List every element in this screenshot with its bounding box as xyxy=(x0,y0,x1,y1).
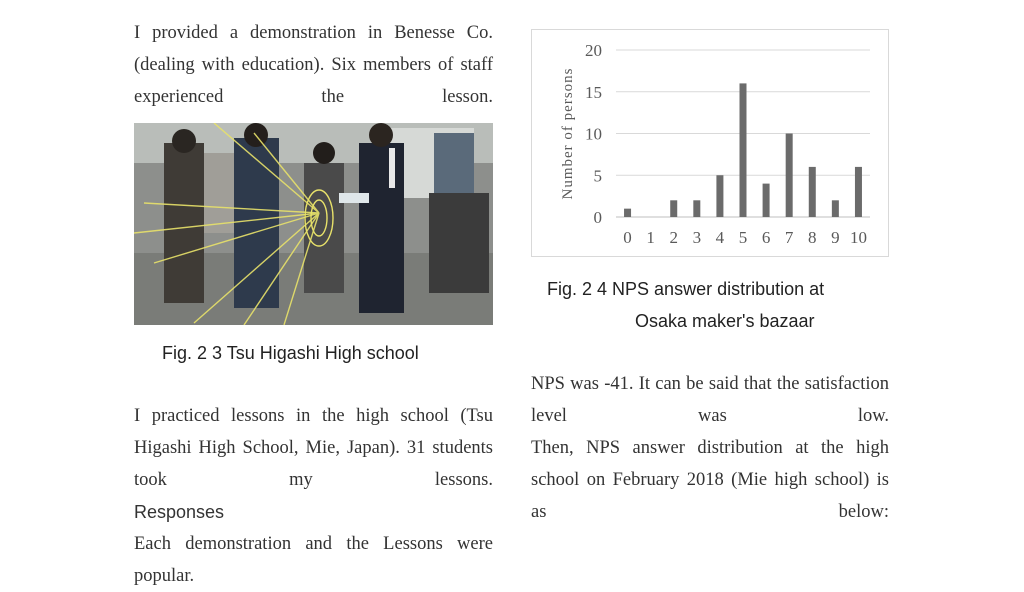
chart-caption-line2: Osaka maker's bazaar xyxy=(635,311,815,331)
bar-7 xyxy=(786,134,793,218)
responses-heading: Responses xyxy=(134,502,225,522)
x-tick-label: 2 xyxy=(669,228,678,247)
y-tick-label: 20 xyxy=(585,41,602,60)
classroom-photo xyxy=(134,123,493,325)
bar-8 xyxy=(809,167,816,217)
nps-paragraph: NPS was -41. It can be said that the satisfaction level was low. xyxy=(531,374,889,426)
bar-10 xyxy=(855,167,862,217)
bar-3 xyxy=(693,200,700,217)
x-tick-label: 4 xyxy=(715,228,725,247)
bar-2 xyxy=(670,200,677,217)
y-tick-label: 15 xyxy=(585,82,602,102)
y-tick-label: 0 xyxy=(593,208,602,227)
y-tick-label: 5 xyxy=(593,166,602,186)
practice-paragraph: I practiced lessons in the high school (Tsu Higashi High School, Mie, Japan). 31 students took my lessons. xyxy=(134,406,493,490)
chart-svg xyxy=(532,30,888,256)
y-tick-label: 10 xyxy=(585,124,602,144)
bar-9 xyxy=(832,200,839,217)
nps-chart xyxy=(531,29,889,257)
x-tick-label: 7 xyxy=(784,228,794,247)
x-tick-label: 9 xyxy=(831,228,840,247)
bar-5 xyxy=(740,83,747,217)
bar-4 xyxy=(716,175,723,217)
responses-paragraph: Each demonstration and the Lessons were popular. xyxy=(134,534,493,586)
x-tick-label: 0 xyxy=(623,228,632,247)
x-tick-label: 8 xyxy=(808,228,817,247)
then-paragraph: Then, NPS answer distribution at the high school on February 2018 (Mie high school) is as below: xyxy=(531,438,889,522)
x-tick-label: 6 xyxy=(761,228,771,247)
photo-caption: Fig. 2 3 Tsu Higashi High school xyxy=(162,343,419,363)
x-tick-label: 1 xyxy=(646,228,655,247)
intro-paragraph: I provided a demonstration in Benesse Co. (dealing with education). Six members of staff experienced the lesson. xyxy=(134,23,493,107)
x-tick-label: 10 xyxy=(849,228,867,247)
bar-0 xyxy=(624,209,631,217)
x-tick-label: 5 xyxy=(738,228,748,247)
x-tick-label: 3 xyxy=(692,228,702,247)
bar-6 xyxy=(763,184,770,217)
chart-caption-line1: Fig. 2 4 NPS answer distribution at xyxy=(547,279,825,299)
y-axis-label: Number of persons xyxy=(560,67,576,200)
